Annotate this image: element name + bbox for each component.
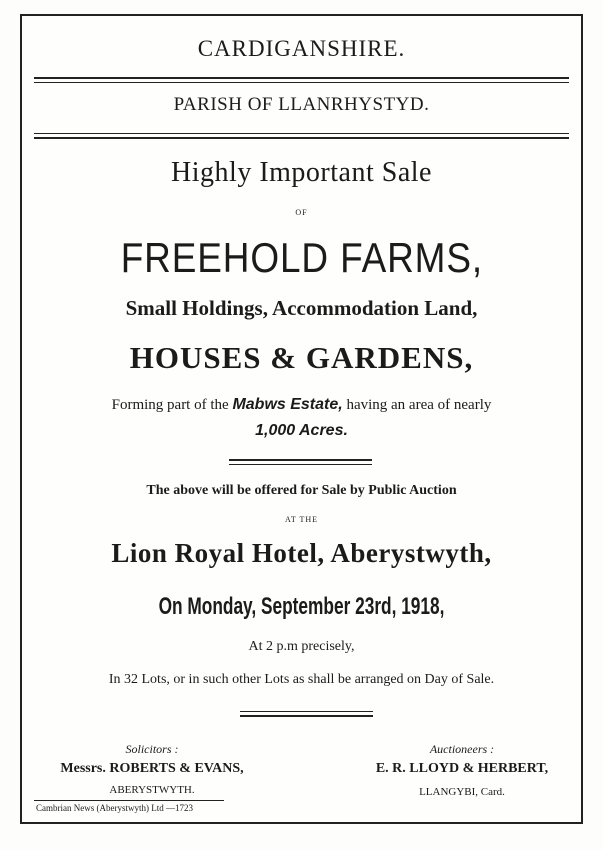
county-heading: CARDIGANSHIRE.	[197, 36, 406, 61]
double-rule-bottom-1	[34, 133, 569, 134]
houses-gardens-heading: HOUSES & GARDENS,	[129, 340, 474, 375]
double-rule-top-1	[34, 77, 569, 79]
printer-rule	[34, 800, 224, 801]
double-rule-bottom-2	[34, 137, 569, 139]
parish-heading: PARISH OF LLANRHYSTYD.	[173, 94, 430, 115]
auctioneers-heading: Auctioneers :	[429, 742, 495, 756]
lots-line: In 32 Lots, or in such other Lots as shall be arranged on Day of Sale.	[108, 672, 495, 687]
solicitors-heading: Solicitors :	[125, 742, 179, 756]
at-the-label: AT THE	[284, 515, 319, 524]
estate-prefix: Forming part of the	[111, 397, 229, 413]
estate-acres: 1,000 Acres.	[255, 422, 348, 439]
printer-imprint: Cambrian News (Aberystwyth) Ltd —1723	[36, 803, 193, 813]
poster-border	[20, 14, 583, 824]
venue-heading: Lion Royal Hotel, Aberystwyth,	[111, 538, 492, 568]
freehold-farms-heading	[22, 234, 581, 282]
auctioneers-name: E. R. LLOYD & HERBERT,	[375, 761, 549, 776]
estate-line	[22, 396, 581, 414]
short-rule-2a	[240, 711, 373, 712]
short-rule-1b	[229, 464, 372, 465]
double-rule-top-2	[34, 82, 569, 83]
solicitors-name: Messrs. ROBERTS & EVANS,	[60, 761, 244, 776]
of-label: OF	[295, 208, 308, 217]
solicitors-place: ABERYSTWYTH.	[109, 784, 195, 796]
date-heading	[22, 593, 581, 621]
estate-suffix: having an area of nearly	[346, 397, 492, 413]
headline: Highly Important Sale	[171, 157, 432, 188]
auction-line: The above will be offered for Sale by Public Auction	[146, 483, 457, 498]
holdings-line: Small Holdings, Accommodation Land,	[125, 296, 478, 320]
time-line: At 2 p.m precisely,	[248, 639, 355, 654]
short-rule-2b	[240, 715, 373, 717]
date-text: On Monday, September 23rd, 1918,	[158, 593, 445, 620]
short-rule-1a	[229, 459, 372, 461]
freehold-farms-text: FREEHOLD FARMS,	[120, 234, 483, 281]
estate-name: Mabws Estate,	[232, 396, 343, 413]
auctioneers-place: LLANGYBI, Card.	[419, 786, 505, 798]
